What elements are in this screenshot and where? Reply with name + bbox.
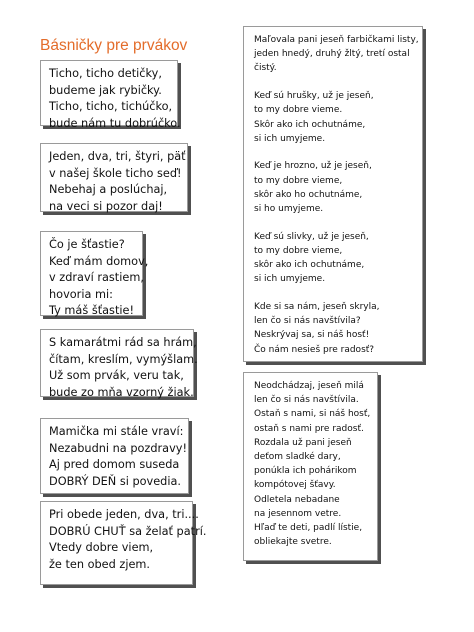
poem-line: to my dobre vieme,: [254, 175, 343, 186]
poem-box-autumn-farewell: [243, 372, 378, 561]
poem-box-6: [40, 501, 207, 585]
poem-line: na veci si pozor daj!: [49, 199, 163, 213]
poem-line: skôr ako ho ochutnáme,: [254, 189, 363, 200]
poem-line: Odletela nebadane: [254, 494, 340, 505]
poem-line: Nebehaj a poslúchaj,: [49, 183, 168, 197]
poem-line: Keď sú hrušky, už je jeseň,: [254, 91, 374, 102]
poem-line: Pri obede jeden, dva, tri....: [49, 508, 199, 521]
poem-line: čítam, kreslím, vymýšlam.: [49, 352, 198, 366]
poem-line: len čo si nás navštívila?: [254, 316, 361, 327]
poem-box-3: [40, 231, 149, 318]
poem-line: deťom sladké dary,: [254, 452, 341, 463]
poem-line: ponúkla ich pohárikom: [254, 466, 357, 477]
poem-line: Rozdala už pani jeseň: [254, 437, 352, 448]
poem-line: hovoria mi:: [49, 287, 113, 301]
poem-line: DOBRÚ CHUŤ sa želať patrí.: [49, 524, 207, 538]
poem-line: len čo si nás navštívila.: [254, 395, 359, 406]
poem-line: v našej škole ticho seď!: [49, 166, 182, 180]
poem-line: DOBRÝ DEŇ si povedia.: [49, 474, 181, 488]
poem-line: S kamarátmi rád sa hrám,: [49, 336, 197, 349]
poem-box-4: [40, 329, 198, 399]
poem-stanza: [254, 89, 414, 146]
poem-stanza: [254, 33, 419, 76]
poem-line: Aj pred domom suseda: [49, 458, 180, 472]
poem-line: Už som prvák, veru tak,: [49, 369, 184, 383]
poem-line: si ich umyjeme.: [254, 274, 326, 285]
poem-box-2: [40, 143, 188, 212]
poem-line: Neodchádzaj, jeseň milá: [254, 381, 364, 391]
poem-line: si ho umyjeme.: [254, 204, 324, 215]
poem-line: Jeden, dva, tri, štyri, päť: [49, 150, 186, 163]
poem-line: to my dobre vieme,: [254, 245, 343, 256]
poem-line: kompótovej šťavy.: [254, 480, 336, 491]
poem-line: že ten obed zjem.: [49, 557, 151, 571]
poem-line: Keď je hrozno, už je jeseň,: [254, 161, 372, 172]
poem-line: Ticho, ticho detičky,: [49, 67, 162, 80]
poem-line: ostaň s nami pre radosť.: [254, 423, 364, 434]
poem-line: Čo je šťastie?: [49, 238, 125, 251]
poem-line: Neskrývaj sa, si náš hosť!: [254, 330, 370, 341]
poem-line: Hľaď te deti, padlí lístie,: [254, 523, 363, 534]
poem-line: na jesennom vetre.: [254, 508, 342, 519]
poem-line: to my dobre vieme.: [254, 105, 343, 116]
poem-stanza: [254, 230, 414, 287]
poem-line: si ich umyjeme.: [254, 133, 326, 144]
poem-line: skôr ako ich ochutnáme,: [254, 260, 365, 271]
poem-line: budeme jak rybičky.: [49, 83, 162, 97]
poem-line: čistý.: [254, 63, 277, 74]
poem-line: Ticho, ticho, tichúčko,: [49, 100, 173, 114]
poem-stanza: [254, 300, 414, 357]
poem-box-autumn: [243, 26, 423, 362]
poem-box-5: [40, 418, 189, 494]
poem-line: Keď sú slivky, už je jeseň,: [254, 231, 369, 242]
poem-line: obliekajte svetre.: [254, 537, 332, 548]
poem-line: Čo nám nesieš pre radosť?: [254, 344, 375, 355]
poem-stanza: [254, 379, 369, 549]
poem-stanza: [254, 159, 414, 216]
poem-line: Ty máš šťastie!: [49, 304, 134, 318]
poem-line: Kde si sa nám, jeseň skryla,: [254, 302, 380, 313]
poem-line: Mamička mi stále vraví:: [49, 425, 184, 438]
poem-line: bude nám tu dobrúčko.: [49, 116, 181, 130]
poem-line: Keď mám domov,: [49, 254, 149, 268]
page-title: Básničky pre prvákov: [40, 37, 188, 54]
poem-line: Maľovala pani jeseň farbičkami listy,: [254, 35, 419, 45]
poem-line: Ostaň s nami, si náš hosť,: [254, 409, 371, 420]
poem-line: Nezabudni na pozdravy!: [49, 441, 187, 455]
poem-line: bude zo mňa vzorný žiak.: [49, 385, 194, 399]
poem-line: Skôr ako ich ochutnáme,: [254, 119, 366, 130]
poem-line: v zdraví rastiem,: [49, 271, 144, 285]
poem-line: Vtedy dobre viem,: [49, 541, 154, 555]
poem-box-1: [40, 60, 181, 130]
poem-line: jeden hnedý, druhý žltý, tretí ostal: [254, 49, 410, 60]
